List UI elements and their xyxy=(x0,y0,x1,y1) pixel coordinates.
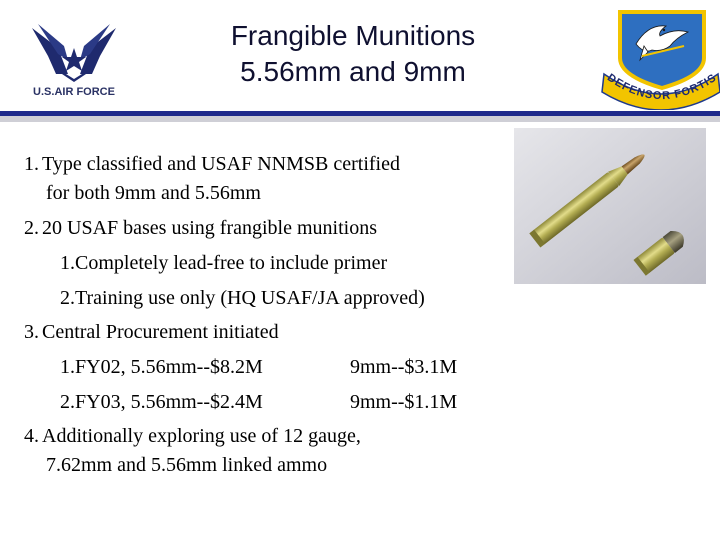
item-text: Additionally exploring use of 12 gauge, xyxy=(42,425,361,447)
sub-item-3-1 xyxy=(60,353,263,381)
slide-title xyxy=(170,18,536,90)
sub-item-2-2 xyxy=(60,284,425,312)
sub-item-3-2 xyxy=(60,388,263,416)
item-text: Type classified and USAF NNMSB certified xyxy=(42,153,400,175)
sub-item-number: 2. xyxy=(60,391,75,413)
sub-item-3-2-9mm: 9mm--$1.1M xyxy=(350,391,458,413)
sub-item-number: 2. xyxy=(60,287,75,309)
sub-item-number: 1. xyxy=(60,356,75,378)
air-force-symbol-icon xyxy=(28,18,120,84)
us-air-force-logo xyxy=(28,18,120,102)
item-number: 4. xyxy=(24,425,39,447)
sub-item-number: 1. xyxy=(60,252,75,274)
security-forces-badge-icon xyxy=(600,10,720,110)
sub-item-text: FY03, 5.56mm--$2.4M xyxy=(75,391,263,413)
cartridges-image xyxy=(514,128,706,284)
sub-item-text: Completely lead-free to include primer xyxy=(75,252,388,274)
ammunition-photo xyxy=(514,128,706,284)
list-item-1 xyxy=(24,150,400,178)
sub-item-text: FY02, 5.56mm--$8.2M xyxy=(75,356,263,378)
item-text: 20 USAF bases using frangible munitions xyxy=(42,217,377,239)
defensor-fortis-emblem xyxy=(600,10,720,110)
title-line-1: Frangible Munitions xyxy=(230,20,476,51)
sub-item-2-1 xyxy=(60,249,387,277)
list-item-4 xyxy=(24,422,361,450)
title-line-2: 5.56mm and 9mm xyxy=(240,56,466,87)
item-text: Central Procurement initiated xyxy=(42,321,279,343)
item-number: 3. xyxy=(24,321,39,343)
item-number: 2. xyxy=(24,217,39,239)
header-rule-grey xyxy=(0,116,720,122)
list-item-4-continued: 7.62mm and 5.56mm linked ammo xyxy=(46,454,328,476)
list-item-2 xyxy=(24,214,377,242)
list-item-1-continued: for both 9mm and 5.56mm xyxy=(46,182,261,204)
logo-wordmark: U.S.AIR FORCE xyxy=(33,86,115,98)
emblem-motto: DEFENSOR FORTIS xyxy=(604,71,720,103)
list-item-3 xyxy=(24,318,279,346)
sub-item-3-1-9mm: 9mm--$3.1M xyxy=(350,356,458,378)
item-number: 1. xyxy=(24,153,39,175)
sub-item-text: Training use only (HQ USAF/JA approved) xyxy=(75,287,425,309)
